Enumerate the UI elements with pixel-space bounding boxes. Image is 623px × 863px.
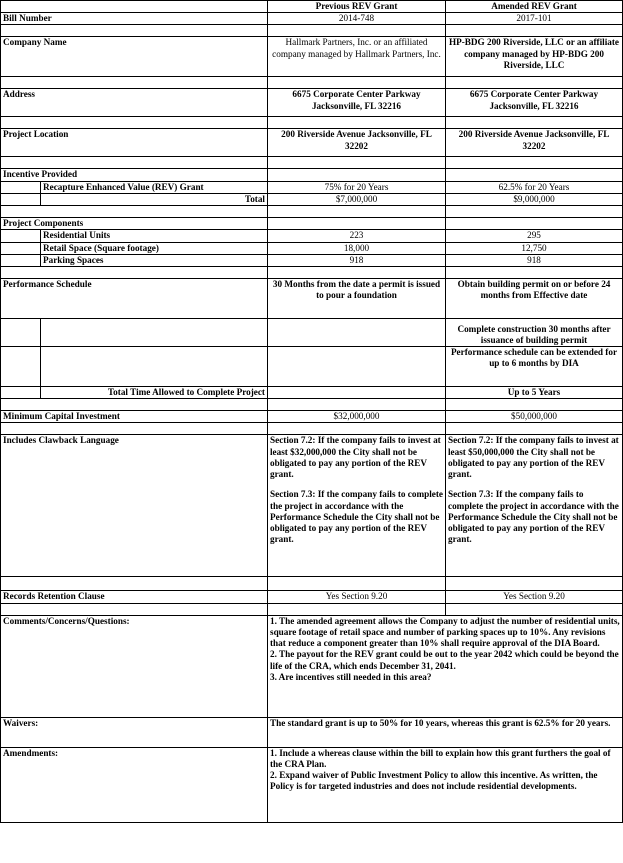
retail-space-label: Retail Space (Square footage) (41, 242, 268, 254)
address-previous: 6675 Corporate Center Parkway Jacksonville, FL 32216 (268, 89, 446, 117)
records-retention-amended: Yes Section 9.20 (446, 591, 623, 603)
comment-item-3: 3. Are incentives still needed in this area? (270, 671, 432, 682)
clawback-previous-section-73: Section 7.3: If the company fails to complete the project in accordance with the Performance Schedule the City shall not be obligated to pay any portion of the REV grant. (270, 489, 444, 545)
residential-units-label: Residential Units (41, 230, 268, 242)
spacer-row (1, 266, 623, 278)
waivers-label: Waivers: (1, 717, 268, 747)
comments-label: Comments/Concerns/Questions: (1, 615, 268, 717)
clawback-amended (446, 435, 623, 577)
spacer-row (1, 577, 623, 591)
performance-schedule-amended-1: Obtain building permit on or before 24 months from Effective date (446, 278, 623, 318)
clawback-label: Includes Clawback Language (1, 435, 268, 577)
retail-space-previous: 18,000 (268, 242, 446, 254)
company-name-previous: Hallmark Partners, Inc. or an affiliated company managed by Hallmark Partners, Inc. (268, 37, 446, 77)
spacer-row (1, 423, 623, 435)
records-retention-label: Records Retention Clause (1, 591, 268, 603)
parking-spaces-previous: 918 (268, 254, 446, 266)
residential-units-previous: 223 (268, 230, 446, 242)
amendment-item-1: 1. Include a whereas clause within the bill to explain how this grant furthers the goal of the CRA Plan. (270, 747, 611, 769)
previous-grant-header: Previous REV Grant (268, 1, 446, 13)
parking-spaces-label: Parking Spaces (41, 254, 268, 266)
project-location-amended: 200 Riverside Avenue Jacksonville, FL 32202 (446, 129, 623, 157)
waivers-text: The standard grant is up to 50% for 10 years, whereas this grant is 62.5% for 20 years. (268, 717, 623, 747)
bill-number-previous: 2014-748 (268, 13, 446, 25)
bill-number-label: Bill Number (1, 13, 268, 25)
bill-number-amended: 2017-101 (446, 13, 623, 25)
address-amended: 6675 Corporate Center Parkway Jacksonville, FL 32216 (446, 89, 623, 117)
spacer-row (1, 157, 623, 169)
incentive-total-amended: $9,000,000 (446, 193, 623, 205)
parking-spaces-amended: 918 (446, 254, 623, 266)
retail-space-amended: 12,750 (446, 242, 623, 254)
spacer-row (1, 603, 623, 615)
comments-content (268, 615, 623, 717)
min-capital-previous: $32,000,000 (268, 411, 446, 423)
rev-grant-amended: 62.5% for 20 Years (446, 181, 623, 193)
performance-schedule-amended-2: Complete construction 30 months after issuance of building permit (446, 318, 623, 346)
clawback-previous (268, 435, 446, 577)
comment-item-2: 2. The payout for the REV grant could be out to the year 2042 which could be beyond the life of the CRA, which ends December 31, 2041. (270, 649, 619, 671)
performance-schedule-previous: 30 Months from the date a permit is issued to pour a foundation (268, 278, 446, 318)
company-name-label: Company Name (1, 37, 268, 77)
spacer-row (1, 206, 623, 218)
clawback-amended-section-72: Section 7.2: If the company fails to invest at least $50,000,000 the City shall not be obligated to pay any portion of the REV grant. (448, 435, 619, 480)
rev-grant-label: Recapture Enhanced Value (REV) Grant (41, 181, 268, 193)
company-name-amended: HP-BDG 200 Riverside, LLC or an affiliate company managed by HP-BDG 200 Riverside, LLC (446, 37, 623, 77)
incentive-label: Incentive Provided (1, 169, 268, 181)
total-time-label: Total Time Allowed to Complete Project (41, 386, 268, 398)
header-blank-b (41, 1, 268, 13)
project-components-label: Project Components (1, 218, 268, 230)
spacer-row (1, 77, 623, 89)
min-capital-label: Minimum Capital Investment (1, 411, 268, 423)
performance-schedule-amended-3: Performance schedule can be extended for up to 6 months by DIA (446, 346, 623, 386)
performance-schedule-label: Performance Schedule (1, 278, 268, 318)
residential-units-amended: 295 (446, 230, 623, 242)
comment-item-1: 1. The amended agreement allows the Company to adjust the number of residential units, square footage of retail space and number of parking spaces up to 10%. Any revisions that reduce a component greater than 10% shall require approval of the DIA Board. (270, 615, 620, 649)
amended-grant-header: Amended REV Grant (446, 1, 623, 13)
header-blank-a (1, 1, 41, 13)
records-retention-previous: Yes Section 9.20 (268, 591, 446, 603)
address-label: Address (1, 89, 268, 117)
project-location-previous: 200 Riverside Avenue Jacksonville, FL 32202 (268, 129, 446, 157)
rev-grant-previous: 75% for 20 Years (268, 181, 446, 193)
clawback-previous-section-72: Section 7.2: If the company fails to invest at least $32,000,000 the City shall not be obligated to pay any portion of the REV grant. (270, 435, 441, 480)
amendment-item-2: 2. Expand waiver of Public Investment Policy to allow this incentive. As written, the Policy is for targeted industries and does not include residential developments. (270, 770, 598, 792)
clawback-amended-section-73: Section 7.3: If the company fails to complete the project in accordance with the Performance Schedule the City shall not be obligated to pay any portion of the REV grant. (448, 489, 619, 545)
project-location-label: Project Location (1, 129, 268, 157)
amendments-label: Amendments: (1, 747, 268, 822)
min-capital-amended: $50,000,000 (446, 411, 623, 423)
spacer-row (1, 25, 623, 37)
incentive-total-label: Total (41, 193, 268, 205)
spacer-row (1, 117, 623, 129)
total-time-amended: Up to 5 Years (446, 386, 623, 398)
incentive-total-previous: $7,000,000 (268, 193, 446, 205)
spacer-row (1, 399, 623, 411)
amendments-content (268, 747, 623, 822)
